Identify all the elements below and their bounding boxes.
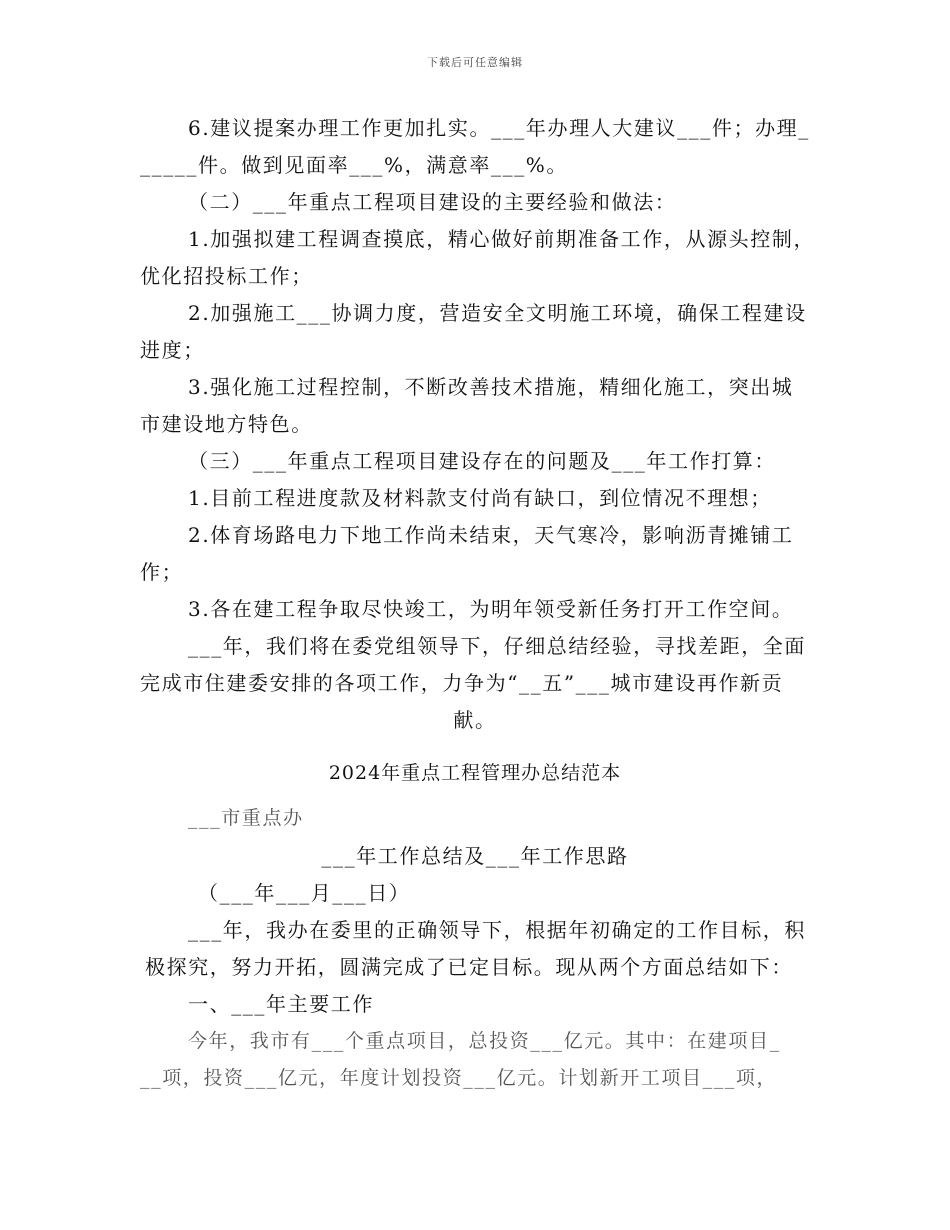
paragraph-line: 作； [140, 560, 184, 584]
organization-name: ___市重点办 [188, 807, 304, 829]
section-heading: 一、___年主要工作 [188, 992, 374, 1016]
paragraph-line: 进度； [140, 338, 205, 362]
paragraph-line: 2.加强施工___协调力度，营造安全文明施工环境，确保工程建设 [188, 301, 807, 325]
paragraph-line: 3.各在建工程争取尽快竣工，为明年领受新任务打开工作空间。 [188, 597, 794, 621]
paragraph-line: ___年，我办在委里的正确领导下，根据年初确定的工作目标，积 [188, 918, 806, 942]
paragraph-line: 市建设地方特色。 [140, 412, 313, 436]
document-title: 2024年重点工程管理办总结范本 [328, 762, 622, 784]
paragraph-line: 3.强化施工过程控制，不断改善技术措施，精细化施工，突出城 [188, 375, 794, 399]
paragraph-line: 1.目前工程进度款及材料款支付尚有缺口，到位情况不理想； [188, 486, 772, 510]
paragraph-line: 今年，我市有___个重点项目，总投资___亿元。其中：在建项目_ [188, 1030, 781, 1052]
paragraph-line: 6.建议提案办理工作更加扎实。___年办理人大建议___件；办理_ [188, 116, 810, 140]
section-heading: （三）___年重点工程项目建设存在的问题及___年工作打算： [188, 449, 776, 473]
paragraph-line: 1.加强拟建工程调查摸底，精心做好前期准备工作，从源头控制， [188, 227, 816, 251]
paragraph-line: __项，投资___亿元，年度计划投资___亿元。计划新开工项目___项， [140, 1067, 778, 1089]
paragraph-line: 优化招投标工作； [140, 264, 313, 288]
paragraph-line: ___年，我们将在委党组领导下，仔细总结经验，寻找差距，全面 [188, 634, 806, 658]
paragraph-line: _____件。做到见面率___%，满意率___%。 [140, 153, 569, 177]
paragraph-line: 2.体育场路电力下地工作尚未结束，天气寒冷，影响沥青摊铺工 [188, 523, 794, 547]
page-header: 下载后可任意编辑 [427, 56, 523, 69]
paragraph-line: 完成市住建委安排的各项工作，力争为“__五”___城市建设再作新贡 [140, 671, 784, 695]
report-date: （___年___月___日） [198, 881, 411, 905]
section-heading: （二）___年重点工程项目建设的主要经验和做法： [188, 190, 677, 214]
paragraph-line: 极探究，努力开拓，圆满完成了已定目标。现从两个方面总结如下： [145, 955, 793, 979]
report-subtitle: ___年工作总结及___年工作思路 [321, 844, 629, 868]
paragraph-line: 献。 [453, 708, 497, 732]
